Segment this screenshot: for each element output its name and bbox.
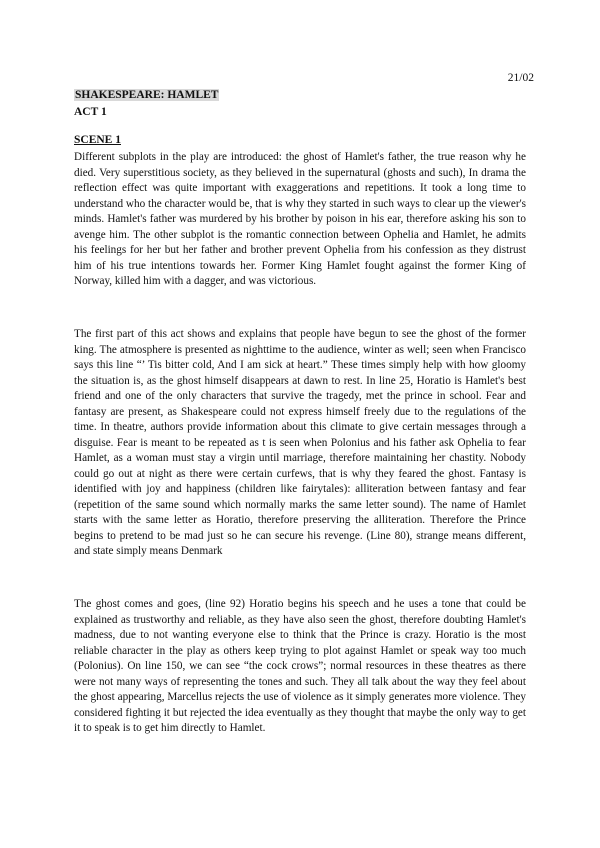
document-title: SHAKESPEARE: HAMLET (75, 89, 219, 101)
paragraph-ghost: The ghost comes and goes, (line 92) Horatio begins his speech and he uses a tone that could be explained as trustworthy and reliable, as they have also seen the ghost, therefore doubting Hamlet's madness, due to not wanting everyone else to think that the Prince is crazy. Horatio is the most reliable character in the play as others keep trying to plot against Hamlet or speak way too much (Polonius). On line 150, we can see “the cock crows”; normal resources in these theatres as there were not many ways of representing the tones and such. They all talk about the way they feel about the ghost appearing, Marcellus rejects the use of violence as it simply generates more violence. They considered fighting it but rejected the idea eventually as they thought that maybe the only way to get it to speak is to get him directly to Hamlet. (74, 598, 526, 734)
act-heading: ACT 1 (74, 106, 107, 118)
paragraph-subplots: Different subplots in the play are introduced: the ghost of Hamlet's father, the true reason why he died. Very superstitious society, as they believed in the supernatural (ghosts and such), In drama the reflection effect was quite important with exaggerations and repetitions. It took a long time to understand who the character would be, that is why they started in such ways to clear up the viewer's minds. Hamlet's father was murdered by his brother by poison in his ear, therefore asking his son to avenge him. The other subplot is the romantic connection between Ophelia and Hamlet, he admits his feelings for her but her father and brother prevent Ophelia from his confession as they distrust him of his true intentions towards her. Former King Hamlet fought against the former King of Norway, killed him with a dagger, and was victorious. (74, 151, 526, 287)
paragraph-first-part: The first part of this act shows and explains that people have begun to see the ghost of the former king. The atmosphere is presented as nighttime to the audience, winter as well; seen when Francisco says this line “’ Tis bitter cold, And I am sick at heart.” These times simply help with how gloomy the situation is, as the ghost himself disappears at dawn to rest. In line 25, Horatio is Hamlet's best friend and one of the only characters that survive the tragedy, met the prince in school. Fear and fantasy are present, as Shakespeare could not express himself freely due to the regulations of the time. In theatre, authors provide information about this climate to give certain messages through a disguise. Fear is meant to be repeated as t is seen when Polonius and his father ask Ophelia to fear Hamlet, as a woman must stay a virgin until marriage, therefore maintaining her chastity. Nobody could go out at night as there were certain curfews, that is why they feared the ghost. Fantasy is identified with joy and happiness (children like fairytales): alliteration between fantasy and fear (repetition of the same sound which normally marks the same letter sound). The name of Hamlet starts with the same letter as Horatio, therefore preserving the alliteration. Therefore the Prince begins to pretend to be mad just so he can secure his revenge. (Line 80), strange means different, and state simply means Denmark (74, 328, 526, 557)
date-label: 21/02 (507, 72, 534, 84)
scene-heading: SCENE 1 (74, 134, 121, 146)
